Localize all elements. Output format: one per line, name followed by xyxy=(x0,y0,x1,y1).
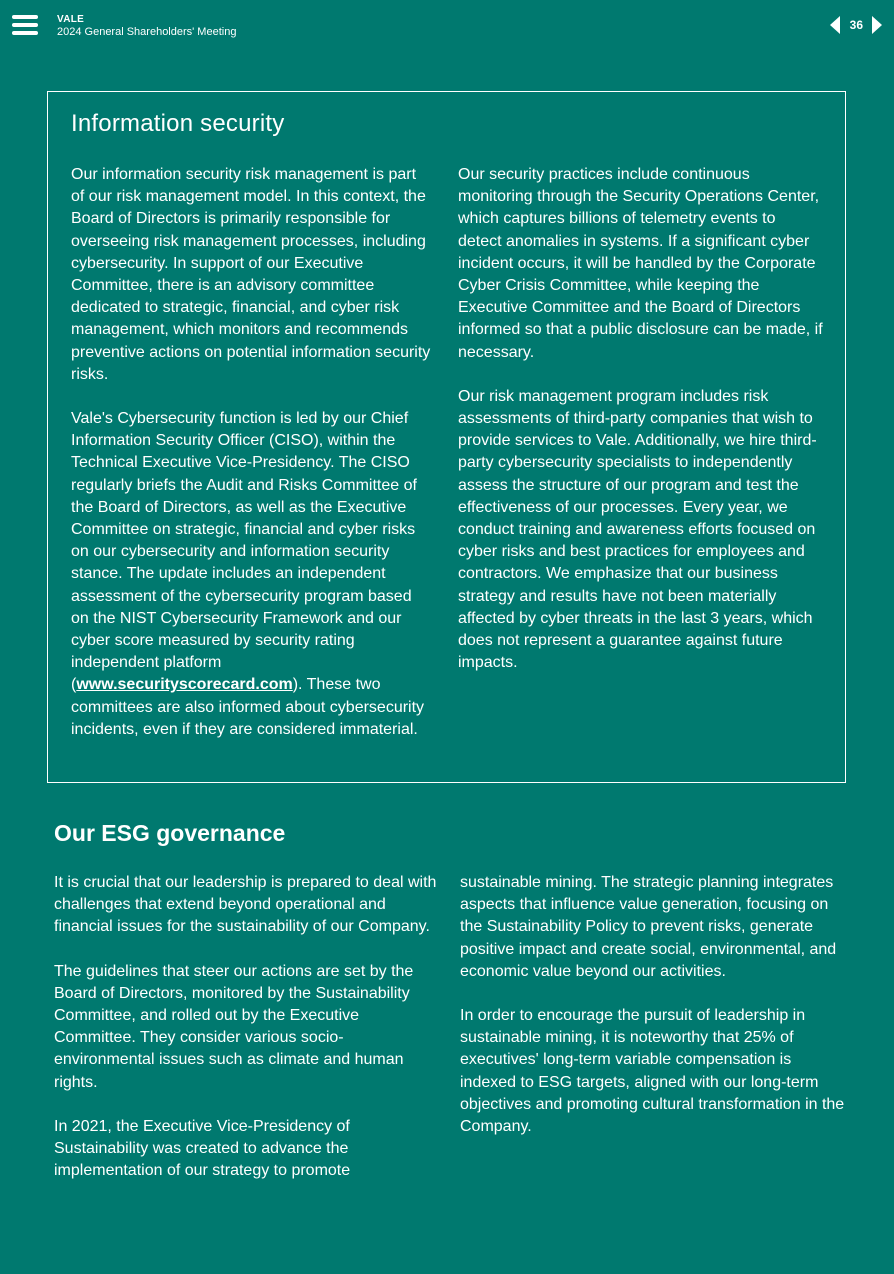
previous-page-icon[interactable] xyxy=(830,16,840,34)
page-number: 36 xyxy=(849,18,863,32)
paragraph: sustainable mining. The strategic planning integrates aspects that influence value generation, focusing on the Sustainability Policy to prevent risks, generate positive impact and create social, environmental, and economic value beyond our activities. xyxy=(460,874,837,980)
document-subtitle: 2024 General Shareholders' Meeting xyxy=(57,26,237,38)
brand-name: VALE xyxy=(57,14,85,25)
paragraph: Our risk management program includes risk assessments of third-party companies that wish to provide services to Vale. Additionally, we hire third-party cybersecurity specialists to independently assess the structure of our program and test the effectiveness of our processes. Every year, we conduct training and awareness efforts focused on cyber risks and best practices for employees and contractors. We emphasize that our business strategy and results have not been materially affected by cyber threats in the last 3 years, which does not represent a guarantee against future impacts. xyxy=(458,387,817,672)
top-bar xyxy=(0,0,894,50)
paragraph-text: Vale's Cybersecurity function is led by our Chief Information Security Officer (CISO), within the Technical Executive Vice-Presidency. The CISO regularly briefs the Audit and Risks Committee of the Board of Directors, as well as the Executive Committee on strategic, financial and cyber risks on our cybersecurity and information security stance. The update includes an independent assessment of the cybersecurity program based on the NIST Cybersecurity Framework and our cyber score measured by security rating independent platform ( xyxy=(71,410,417,694)
esg-governance-title: Our ESG governance xyxy=(54,820,286,846)
paragraph: Our security practices include continuous monitoring through the Security Operations Center, which captures billions of telemetry events to detect anomalies in systems. If a significant cyber incident occurs, it will be handled by the Corporate Cyber Crisis Committee, while keeping the Executive Committee and the Board of Directors informed so that a public disclosure can be made, if necessary. xyxy=(458,166,823,361)
securityscorecard-link[interactable]: www.securityscorecard.com xyxy=(76,676,293,694)
esg-left-column xyxy=(54,872,438,1182)
information-security-right-column xyxy=(458,164,823,674)
next-page-icon[interactable] xyxy=(872,16,882,34)
information-security-box xyxy=(47,91,846,783)
menu-icon[interactable] xyxy=(12,15,38,37)
paragraph: In order to encourage the pursuit of leadership in sustainable mining, it is noteworthy that 25% of executives' long-term variable compensation is indexed to ESG targets, aligned with our long-term objectives and promoting cultural transformation in the Company. xyxy=(460,1007,845,1136)
brand xyxy=(57,14,236,38)
paragraph: It is crucial that our leadership is prepared to deal with challenges that extend beyond operational and financial issues for the sustainability of our Company. xyxy=(54,874,437,936)
paragraph: In 2021, the Executive Vice-Presidency of Sustainability was created to advance the implementation of our strategy to promote xyxy=(54,1117,351,1180)
information-security-title: Information security xyxy=(71,110,285,137)
paragraph-text: ). These two committees are also informed about cybersecurity incidents, even if they are considered immaterial. xyxy=(71,676,425,738)
pager xyxy=(830,14,882,36)
paragraph: Our information security risk management is part of our risk management model. In this context, the Board of Directors is primarily responsible for overseeing risk management processes, including cybersecurity. In support of our Executive Committee, there is an advisory committee dedicated to strategic, financial, and cyber risk management, which monitors and recommends preventive actions on potential information security risks. xyxy=(71,166,431,383)
paragraph xyxy=(71,408,431,741)
esg-right-column xyxy=(460,872,845,1138)
information-security-left-column xyxy=(71,164,431,741)
paragraph: The guidelines that steer our actions are set by the Board of Directors, monitored by the Sustainability Committee, and rolled out by the Executive Committee. They consider various socio-environmental issues such as climate and human rights. xyxy=(54,962,414,1091)
